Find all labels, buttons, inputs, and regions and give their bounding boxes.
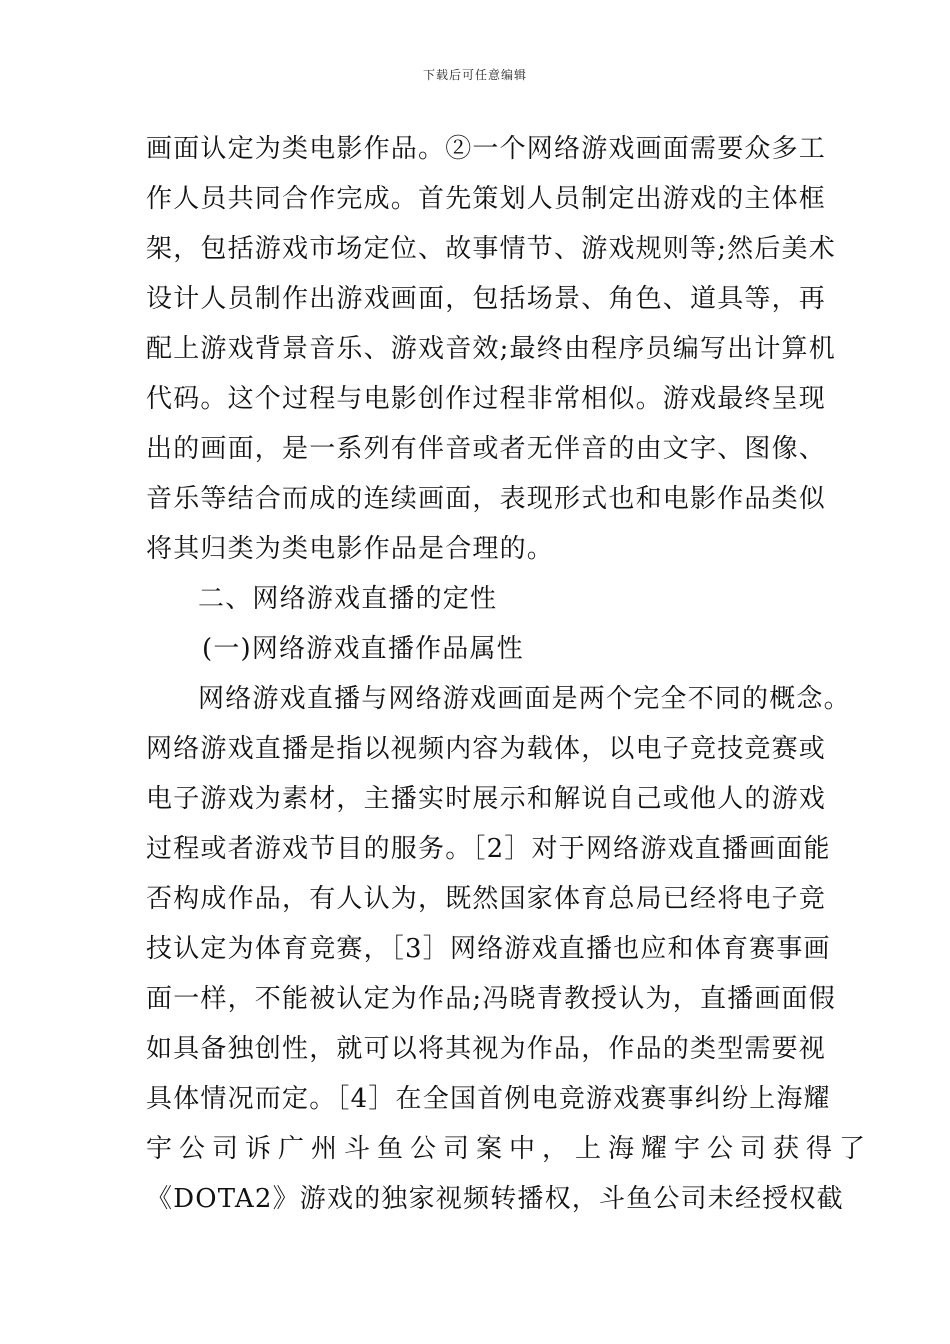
text-line: 画面认定为类电影作品。②一个网络游戏画面需要众多工	[146, 134, 827, 164]
text-line: 架，包括游戏市场定位、故事情节、游戏规则等;然后美术	[146, 234, 836, 264]
text-line: 宇公司诉广州斗鱼公司案中，上海耀宇公司获得了	[146, 1134, 873, 1164]
document-body	[146, 124, 873, 1224]
text-line: 面一样，不能被认定为作品;冯晓青教授认为，直播画面假	[146, 984, 836, 1014]
text-line: 音乐等结合而成的连续画面，表现形式也和电影作品类似	[146, 484, 827, 514]
text-line: 配上游戏背景音乐、游戏音效;最终由程序员编写出计算机	[146, 334, 836, 364]
text-line: 电子游戏为素材，主播实时展示和解说自己或他人的游戏	[146, 784, 827, 814]
page-header: 下载后可任意编辑	[422, 68, 527, 82]
text-line: 将其归类为类电影作品是合理的。	[146, 534, 555, 564]
text-line: 技认定为体育竞赛，［3］网络游戏直播也应和体育赛事画	[146, 934, 831, 964]
text-line: 具体情况而定。［4］在全国首例电竞游戏赛事纠纷上海耀	[146, 1084, 831, 1114]
text-line: 作人员共同合作完成。首先策划人员制定出游戏的主体框	[146, 184, 827, 214]
subsection-heading: (一)网络游戏直播作品属性	[202, 634, 524, 664]
text-line: 如具备独创性，就可以将其视为作品，作品的类型需要视	[146, 1034, 827, 1064]
text-line: 出的画面，是一系列有伴音或者无伴音的由文字、图像、	[146, 434, 827, 464]
text-line: 设计人员制作出游戏画面，包括场景、角色、道具等，再	[146, 284, 827, 314]
text-line: 网络游戏直播是指以视频内容为载体，以电子竞技竞赛或	[146, 734, 827, 764]
text-line: 代码。这个过程与电影创作过程非常相似。游戏最终呈现	[146, 384, 827, 414]
text-line: 《DOTA2》游戏的独家视频转播权，斗鱼公司未经授权截	[146, 1184, 844, 1214]
text-line: 网络游戏直播与网络游戏画面是两个完全不同的概念。	[198, 684, 851, 714]
section-heading: 二、网络游戏直播的定性	[198, 584, 498, 614]
text-line: 过程或者游戏节目的服务。［2］对于网络游戏直播画面能	[146, 834, 831, 864]
text-line: 否构成作品，有人认为，既然国家体育总局已经将电子竞	[146, 884, 827, 914]
